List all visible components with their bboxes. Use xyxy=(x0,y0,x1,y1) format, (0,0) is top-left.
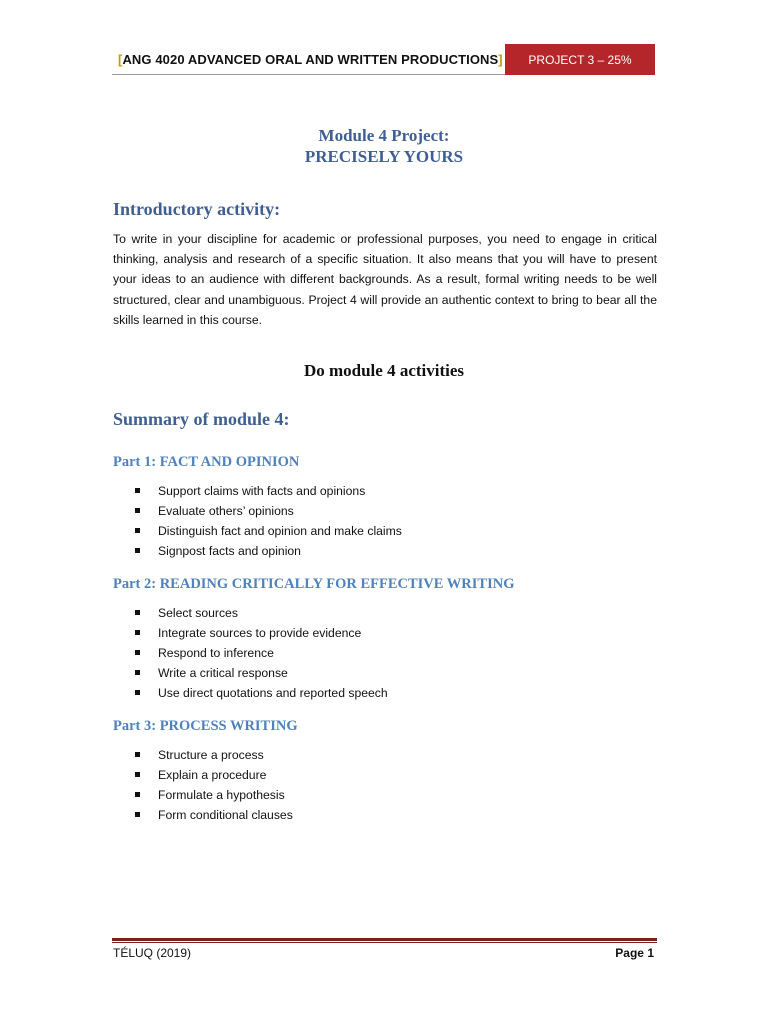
bullet-icon xyxy=(135,630,140,635)
list-item-text: Support claims with facts and opinions xyxy=(158,484,366,498)
list-item xyxy=(113,501,402,521)
part-1-title: Part 1: FACT AND OPINION xyxy=(113,454,300,470)
list-item xyxy=(113,785,293,805)
module-subtitle: PRECISELY YOURS xyxy=(304,147,464,166)
list-item-text: Structure a process xyxy=(158,748,264,762)
list-item xyxy=(113,745,293,765)
list-item-text: Distinguish fact and opinion and make claims xyxy=(158,524,402,538)
list-item xyxy=(113,683,388,703)
list-item xyxy=(113,765,293,785)
bracket-close: ] xyxy=(498,52,503,67)
part-2-list xyxy=(113,603,388,703)
bullet-icon xyxy=(135,528,140,533)
bullet-icon xyxy=(135,548,140,553)
part-2-title: Part 2: READING CRITICALLY FOR EFFECTIVE WRITING xyxy=(113,576,515,592)
list-item-text: Signpost facts and opinion xyxy=(158,544,301,558)
list-item xyxy=(113,541,402,561)
list-item xyxy=(113,643,388,663)
list-item xyxy=(113,603,388,623)
module-title: Module 4 Project: xyxy=(318,126,450,145)
bullet-icon xyxy=(135,650,140,655)
list-item-text: Formulate a hypothesis xyxy=(158,788,285,802)
page-number: Page 1 xyxy=(615,946,654,960)
part-1-list xyxy=(113,481,402,561)
footer-publisher: TÉLUQ (2019) xyxy=(113,946,192,960)
part-3-list xyxy=(113,745,293,825)
bullet-icon xyxy=(135,772,140,777)
course-header xyxy=(118,52,503,67)
part-3-title: Part 3: PROCESS WRITING xyxy=(113,718,298,734)
bullet-icon xyxy=(135,812,140,817)
footer-rule-thick xyxy=(112,938,657,941)
bullet-icon xyxy=(135,610,140,615)
footer-rule-thin xyxy=(112,942,657,943)
activities-heading: Do module 4 activities xyxy=(303,361,465,380)
summary-heading: Summary of module 4: xyxy=(113,409,290,429)
bullet-icon xyxy=(135,508,140,513)
bullet-icon xyxy=(135,752,140,757)
bullet-icon xyxy=(135,792,140,797)
list-item-text: Form conditional clauses xyxy=(158,808,293,822)
list-item xyxy=(113,623,388,643)
header-divider xyxy=(112,74,505,75)
bullet-icon xyxy=(135,690,140,695)
bracket-open: [ xyxy=(118,52,123,67)
intro-paragraph: To write in your discipline for academic or professional purposes, you need to engage in critical thinking, analysis and research of a specific situation. It also means that you will have to present your ideas to an audience with different backgrounds. As a result, formal writing needs to be well structured, clear and unambiguous. Project 4 will provide an authentic context to bring to bear all the skills learned in this course. xyxy=(113,232,657,327)
list-item xyxy=(113,663,388,683)
list-item-text: Write a critical response xyxy=(158,666,288,680)
intro-heading: Introductory activity: xyxy=(113,199,281,219)
project-badge: PROJECT 3 – 25% xyxy=(505,44,655,75)
bullet-icon xyxy=(135,670,140,675)
list-item xyxy=(113,481,402,501)
list-item-text: Integrate sources to provide evidence xyxy=(158,626,362,640)
list-item xyxy=(113,805,293,825)
list-item-text: Respond to inference xyxy=(158,646,274,660)
course-title: ANG 4020 ADVANCED ORAL AND WRITTEN PRODUCTIONS xyxy=(122,52,499,67)
list-item xyxy=(113,521,402,541)
list-item-text: Explain a procedure xyxy=(158,768,267,782)
list-item-text: Use direct quotations and reported speech xyxy=(158,686,388,700)
list-item-text: Select sources xyxy=(158,606,238,620)
list-item-text: Evaluate others’ opinions xyxy=(158,504,294,518)
bullet-icon xyxy=(135,488,140,493)
